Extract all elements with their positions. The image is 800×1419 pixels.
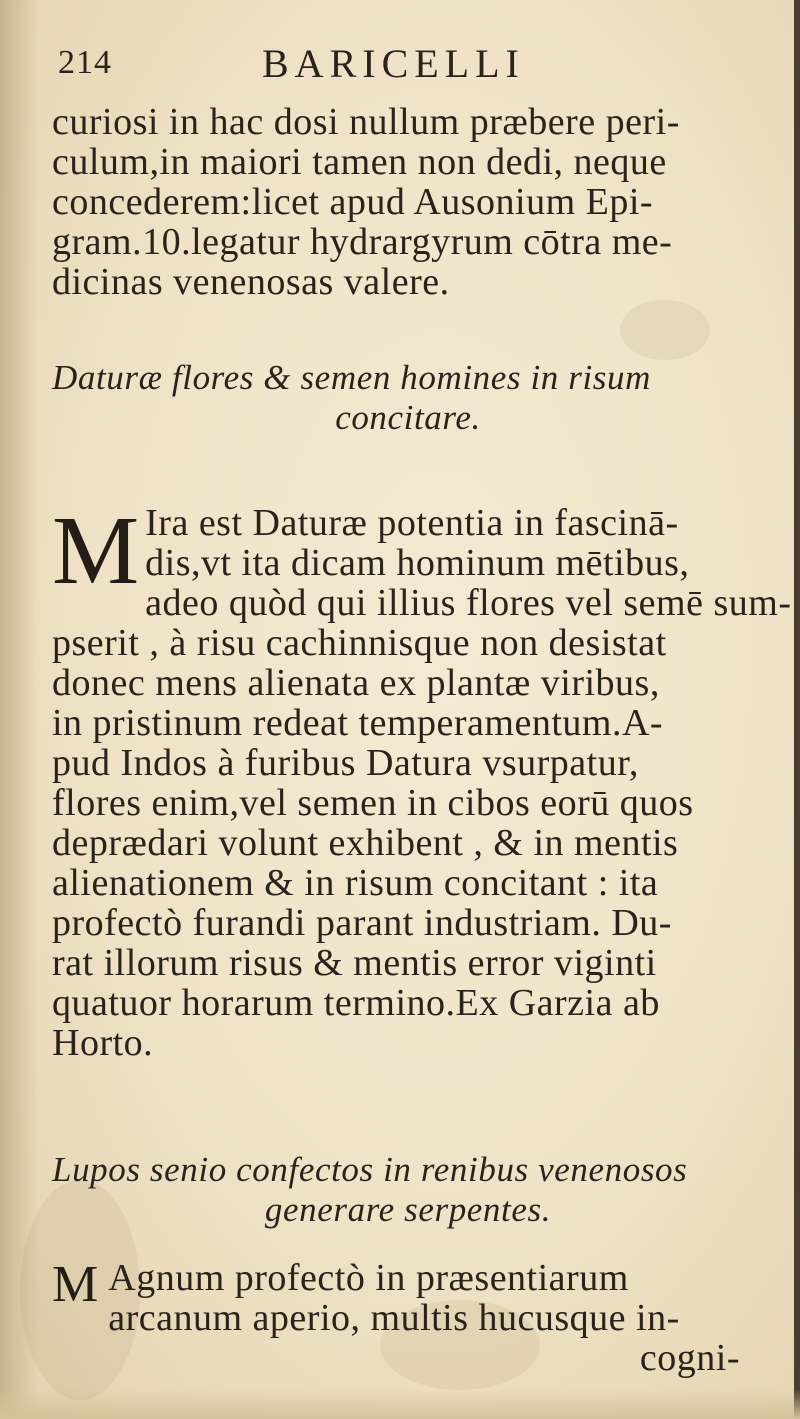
text-line: curiosi in hac dosi nullum præbere peri- xyxy=(52,101,680,143)
section-paragraph-datura xyxy=(52,497,792,1064)
text-line: adeo quòd qui illius flores vel semē sum- xyxy=(145,582,792,624)
text-line: rat illorum risus & mentis error viginti xyxy=(52,942,657,984)
page-gutter-shadow xyxy=(0,0,38,1419)
heading-line: concitare. xyxy=(335,398,481,437)
text-line: pserit , à risu cachinnisque non desistat xyxy=(52,622,667,664)
text-line: in pristinum redeat temperamentum.A- xyxy=(52,702,664,744)
text-line: arcanum aperio, multis hucusque in- xyxy=(108,1297,680,1339)
page-edge xyxy=(794,0,800,1419)
text-line: concederem:licet apud Ausonium Epi- xyxy=(52,181,654,223)
heading-line: Daturæ flores & semen homines in risum xyxy=(52,358,652,397)
text-line: Horto. xyxy=(52,1022,154,1064)
text-line: Agnum profectò in præsentiarum xyxy=(108,1257,629,1299)
page-header xyxy=(58,40,698,90)
text-line: Ira est Daturæ potentia in fascinā- xyxy=(145,502,679,544)
text-line: flores enim,vel semen in cibos eorū quos xyxy=(52,782,694,824)
catchword: cogni- xyxy=(639,1337,740,1379)
drop-capital: M xyxy=(52,1256,99,1313)
text-line: quatuor horarum termino.Ex Garzia ab xyxy=(52,982,660,1024)
continuation-paragraph xyxy=(52,102,764,302)
text-line: donec mens alienata ex plantæ viribus, xyxy=(52,662,660,704)
text-line: pud Indos à furibus Datura vsurpatur, xyxy=(52,742,639,784)
text-line: culum,in maiori tamen non dedi, neque xyxy=(52,141,667,183)
section-paragraph-lupos xyxy=(52,1258,764,1378)
text-line: gram.10.legatur hydrargyrum cōtra me- xyxy=(52,221,673,263)
text-line: dis,vt ita dicam hominum mētibus, xyxy=(145,542,690,584)
page-number: 214 xyxy=(58,44,112,81)
drop-capital: M xyxy=(52,497,140,605)
text-line: deprædari volunt exhibent , & in mentis xyxy=(52,822,679,864)
text-line: dicinas venenosas valere. xyxy=(52,261,450,303)
page-bottom-shadow xyxy=(0,1389,800,1419)
heading-line: Lupos senio confectos in renibus venenosos xyxy=(52,1150,688,1189)
running-head: BARICELLI xyxy=(262,41,525,86)
heading-line: generare serpentes. xyxy=(264,1190,552,1229)
section-heading-lupos xyxy=(52,1150,764,1230)
text-line: alienationem & in risum concitant : ita xyxy=(52,862,659,904)
paper-stain xyxy=(620,300,710,360)
text-line: profectò furandi parant industriam. Du- xyxy=(52,902,672,944)
section-heading-datura xyxy=(52,358,764,438)
